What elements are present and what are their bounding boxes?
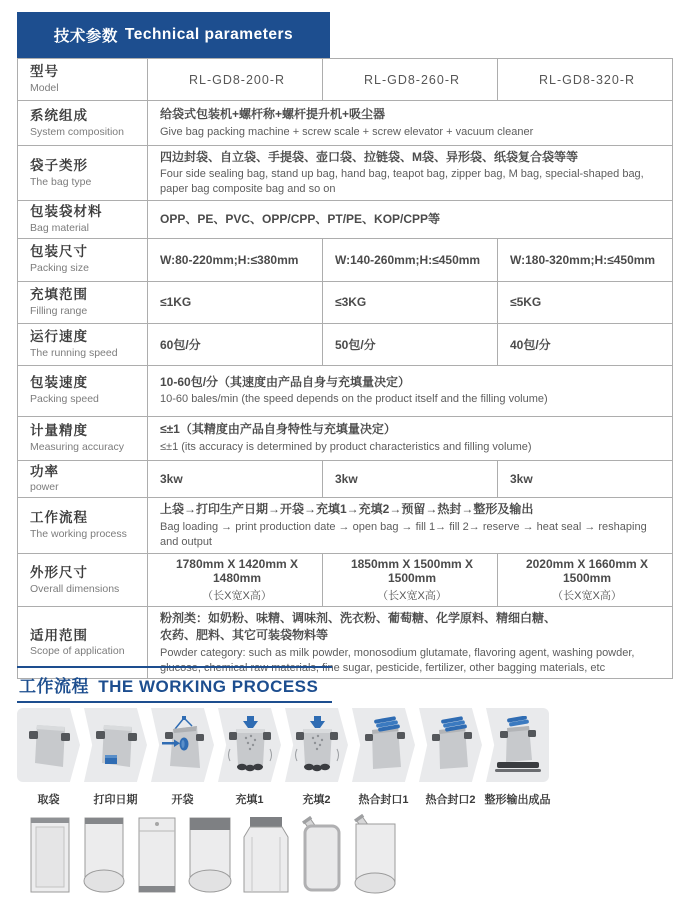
table-cell: 3kw: [148, 460, 323, 497]
table-cell: W:80-220mm;H:≤380mm: [148, 238, 323, 281]
table-row: [18, 323, 673, 365]
reshape-output-icon: [486, 708, 549, 782]
heat-seal-1-icon: [352, 708, 415, 782]
section-title-zh: 工作流程: [19, 677, 89, 696]
model-cell: RL-GD8-200-R: [148, 59, 323, 101]
process-step: 开袋: [151, 708, 214, 807]
process-step: 热合封口1: [352, 708, 415, 807]
table-cell: 2020mm X 1660mm X 1500mm （长X宽X高）: [498, 554, 673, 607]
table-cell: ≤3KG: [323, 281, 498, 323]
table-row: [18, 238, 673, 281]
table-cell: W:180-320mm;H:≤450mm: [498, 238, 673, 281]
table-cell: ≤1KG: [148, 281, 323, 323]
row-label: 充填范围 Filling range: [18, 281, 148, 323]
spec-table: [17, 58, 673, 679]
process-step: 充填2: [285, 708, 348, 807]
row-label: 运行速度 The running speed: [18, 323, 148, 365]
process-step: 充填1: [218, 708, 281, 807]
row-label: 型号 Model: [18, 59, 148, 101]
table-row: [18, 554, 673, 607]
gusset-bag-icon: [242, 814, 290, 896]
table-row: [18, 59, 673, 101]
table-cell: 给袋式包装机+螺杆称+螺杆提升机+吸尘器 Give bag packing machine + screw scale + screw elevator + vacuum cleaner: [148, 101, 673, 146]
table-row: [18, 201, 673, 238]
spout-stand-up-bag-icon: [352, 814, 398, 896]
stand-up-bag-icon: [82, 814, 126, 896]
table-cell: 上袋→打印生产日期→开袋→充填1→充填2→预留→热封→整形及输出 Bag loading → print production date → open bag → fill 1→ fill 2→ reserve → heat seal → reshaping and output: [148, 498, 673, 554]
row-label: 包装袋材料 Bag material: [18, 201, 148, 238]
page-title-zh: 技术参数: [53, 28, 118, 45]
fill-2-icon: [285, 708, 348, 782]
row-label: 包装尺寸 Packing size: [18, 238, 148, 281]
fill-1-icon: [218, 708, 281, 782]
row-label: 适用范围 Scope of application: [18, 607, 148, 679]
row-label: 袋子类形 The bag type: [18, 146, 148, 201]
process-step: 打印日期: [84, 708, 147, 807]
table-row: [18, 498, 673, 554]
table-row: [18, 146, 673, 201]
table-cell: 粉剂类：如奶粉、味精、调味剂、洗衣粉、葡萄糖、化学原料、精细白糖、 农药、肥料、其它可装袋物料等 Powder category: such as milk powder, monosodium glutamate, flavoring agent, washing powder, glucose, chemical raw materials, fine sugar, pesticide, fertilizer, other bagging materials, etc: [148, 607, 673, 679]
row-label: 功率 power: [18, 460, 148, 497]
row-label: 工作流程 The working process: [18, 498, 148, 554]
hang-hole-bag-icon: [136, 814, 178, 896]
table-row: [18, 101, 673, 146]
row-label: 计量精度 Measuring accuracy: [18, 416, 148, 460]
four-side-seal-bag-icon: [28, 814, 72, 896]
table-cell: 四边封袋、自立袋、手提袋、壶口袋、拉链袋、M袋、异形袋、纸袋复合袋等等 Four side sealing bag, stand up bag, hand bag, teapot bag, zipper bag, M bag, special-shaped bag, paper bag composite bag and so on: [148, 146, 673, 201]
spout-bag-icon: [300, 814, 342, 896]
section-title-en: THE WORKING PROCESS: [98, 677, 319, 696]
table-row: [18, 281, 673, 323]
working-process-section-title: [17, 666, 332, 703]
print-date-icon: [84, 708, 147, 782]
process-step: 取袋: [17, 708, 80, 807]
table-cell: 3kw: [498, 460, 673, 497]
page-title-en: Technical parameters: [124, 26, 294, 43]
table-row: [18, 416, 673, 460]
table-row: [18, 460, 673, 497]
table-cell: 1780mm X 1420mm X 1480mm （长X宽X高）: [148, 554, 323, 607]
pick-bag-icon: [17, 708, 80, 782]
table-cell: 60包/分: [148, 323, 323, 365]
table-cell: 40包/分: [498, 323, 673, 365]
table-cell: ≤±1（其精度由产品自身特性与充填量决定） ≤±1 (its accuracy is determined by product characteristics and filling volume): [148, 416, 673, 460]
table-cell: ≤5KG: [498, 281, 673, 323]
model-cell: RL-GD8-260-R: [323, 59, 498, 101]
table-row: [18, 365, 673, 416]
table-cell: 50包/分: [323, 323, 498, 365]
table-cell: 3kw: [323, 460, 498, 497]
process-step: 整形输出成品: [486, 708, 549, 807]
page-title: [17, 12, 330, 58]
process-step: 热合封口2: [419, 708, 482, 807]
row-label: 外形尺寸 Overall dimensions: [18, 554, 148, 607]
model-cell: RL-GD8-320-R: [498, 59, 673, 101]
top-band-stand-up-bag-icon: [188, 814, 232, 896]
working-process-strip: [17, 708, 549, 807]
table-cell: W:140-260mm;H:≤450mm: [323, 238, 498, 281]
table-cell: 10-60包/分（其速度由产品自身与充填量决定） 10-60 bales/min (the speed depends on the product itself and the filling volume): [148, 365, 673, 416]
row-label: 系统组成 System composition: [18, 101, 148, 146]
table-cell: 1850mm X 1500mm X 1500mm （长X宽X高）: [323, 554, 498, 607]
row-label: 包装速度 Packing speed: [18, 365, 148, 416]
heat-seal-2-icon: [419, 708, 482, 782]
table-cell: OPP、PE、PVC、OPP/CPP、PT/PE、KOP/CPP等: [148, 201, 673, 238]
bag-shapes-strip: [28, 814, 398, 896]
open-bag-icon: [151, 708, 214, 782]
